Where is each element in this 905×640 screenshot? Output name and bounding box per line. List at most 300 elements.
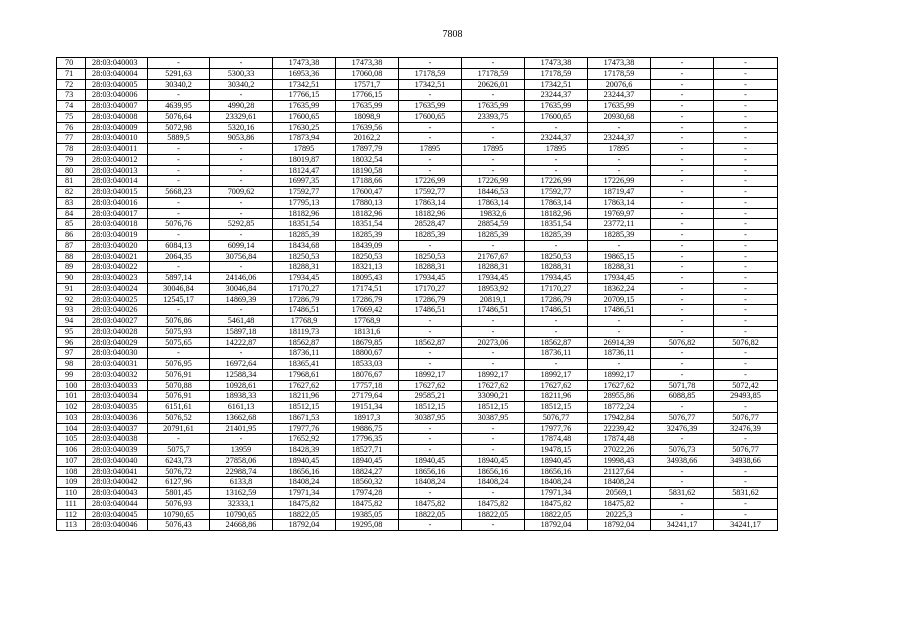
value-cell: -	[714, 230, 778, 241]
cadastral-number-cell: 28:03:040025	[86, 294, 148, 305]
value-cell: 18182,96	[273, 208, 336, 219]
value-cell: -	[399, 488, 462, 499]
value-cell: 18351,54	[273, 219, 336, 230]
value-cell: 5076,86	[148, 316, 210, 327]
value-cell: 17170,27	[273, 283, 336, 294]
cadastral-number-cell: 28:03:040026	[86, 305, 148, 316]
cadastral-number-cell: 28:03:040020	[86, 240, 148, 251]
row-number-cell: 83	[57, 197, 86, 208]
value-cell: 18439,09	[336, 240, 399, 251]
value-cell: -	[210, 90, 273, 101]
value-cell: -	[588, 316, 651, 327]
value-cell: 5300,33	[210, 68, 273, 79]
value-cell: -	[714, 316, 778, 327]
value-cell: 30340,2	[210, 79, 273, 90]
value-cell: 5071,78	[651, 380, 714, 391]
value-cell: 18512,15	[462, 402, 525, 413]
table-row	[57, 197, 778, 208]
value-cell: 18288,31	[273, 262, 336, 273]
value-cell: 17934,45	[273, 273, 336, 284]
value-cell: 6088,85	[651, 391, 714, 402]
value-cell: 17627,62	[273, 380, 336, 391]
value-cell: 5076,76	[148, 219, 210, 230]
value-cell: 17942,84	[588, 412, 651, 423]
value-cell: 19295,08	[336, 520, 399, 531]
value-cell: 17635,99	[399, 101, 462, 112]
value-cell: 17895	[588, 144, 651, 155]
table-row	[57, 133, 778, 144]
value-cell: 26914,39	[588, 337, 651, 348]
value-cell: -	[651, 230, 714, 241]
table-row	[57, 380, 778, 391]
cadastral-number-cell: 28:03:040041	[86, 466, 148, 477]
value-cell: 5070,88	[148, 380, 210, 391]
value-cell: 17635,99	[588, 101, 651, 112]
value-cell: 9053,86	[210, 133, 273, 144]
table-row	[57, 111, 778, 122]
row-number-cell: 80	[57, 165, 86, 176]
value-cell: 5076,91	[148, 391, 210, 402]
value-cell: -	[525, 122, 588, 133]
value-cell: 18512,15	[525, 402, 588, 413]
value-cell: 17473,38	[525, 58, 588, 69]
row-number-cell: 82	[57, 187, 86, 198]
value-cell: 10790,65	[148, 509, 210, 520]
value-cell: 18211,96	[525, 391, 588, 402]
value-cell: 5076,77	[714, 412, 778, 423]
value-cell: -	[210, 262, 273, 273]
value-cell: -	[148, 197, 210, 208]
value-cell: 21127,64	[588, 466, 651, 477]
value-cell: -	[462, 90, 525, 101]
value-cell: 34241,17	[714, 520, 778, 531]
value-cell: -	[714, 369, 778, 380]
value-cell: 5076,77	[525, 412, 588, 423]
value-cell: 18822,05	[525, 509, 588, 520]
value-cell: -	[399, 165, 462, 176]
table-row	[57, 219, 778, 230]
value-cell: 20225,3	[588, 509, 651, 520]
value-cell: 5897,14	[148, 273, 210, 284]
value-cell: 18940,45	[525, 455, 588, 466]
value-cell: -	[148, 165, 210, 176]
value-cell: 17768,9	[273, 316, 336, 327]
value-cell: -	[651, 79, 714, 90]
value-cell: -	[148, 208, 210, 219]
row-number-cell: 101	[57, 391, 86, 402]
value-cell: -	[714, 122, 778, 133]
value-cell: 29493,85	[714, 391, 778, 402]
table-row	[57, 509, 778, 520]
value-cell: 17592,77	[399, 187, 462, 198]
cadastral-number-cell: 28:03:040006	[86, 90, 148, 101]
value-cell: 5076,91	[148, 369, 210, 380]
table-row	[57, 90, 778, 101]
value-cell: -	[651, 509, 714, 520]
value-cell: 18362,24	[588, 283, 651, 294]
value-cell: -	[651, 176, 714, 187]
value-cell: 18475,82	[336, 498, 399, 509]
value-cell: -	[210, 197, 273, 208]
table-row	[57, 316, 778, 327]
cadastral-number-cell: 28:03:040028	[86, 326, 148, 337]
value-cell: 18792,04	[273, 520, 336, 531]
value-cell: -	[399, 154, 462, 165]
value-cell: -	[714, 154, 778, 165]
value-cell: 17286,79	[336, 294, 399, 305]
value-cell: 20626,01	[462, 79, 525, 90]
value-cell: 17971,34	[273, 488, 336, 499]
value-cell: 18285,39	[462, 230, 525, 241]
table-row	[57, 165, 778, 176]
table-row	[57, 423, 778, 434]
value-cell: 18822,05	[399, 509, 462, 520]
row-number-cell: 92	[57, 294, 86, 305]
value-cell: -	[525, 359, 588, 370]
cadastral-number-cell: 28:03:040022	[86, 262, 148, 273]
row-number-cell: 71	[57, 68, 86, 79]
value-cell: 18656,16	[273, 466, 336, 477]
value-cell: -	[399, 326, 462, 337]
row-number-cell: 77	[57, 133, 86, 144]
value-cell: 17600,65	[399, 111, 462, 122]
value-cell: 17669,42	[336, 305, 399, 316]
value-cell: 18953,92	[462, 283, 525, 294]
value-cell: 6099,14	[210, 240, 273, 251]
value-cell: -	[210, 348, 273, 359]
value-cell: 18288,31	[462, 262, 525, 273]
value-cell: -	[210, 230, 273, 241]
value-cell: 19385,05	[336, 509, 399, 520]
value-cell: 5076,72	[148, 466, 210, 477]
value-cell: -	[714, 90, 778, 101]
cadastral-number-cell: 28:03:040024	[86, 283, 148, 294]
value-cell: 17188,66	[336, 176, 399, 187]
table-row	[57, 337, 778, 348]
value-cell: 20076,6	[588, 79, 651, 90]
value-cell: 34938,66	[651, 455, 714, 466]
value-cell: 30340,2	[148, 79, 210, 90]
value-cell: 20930,68	[588, 111, 651, 122]
value-cell: 17486,51	[462, 305, 525, 316]
value-cell: -	[210, 165, 273, 176]
row-number-cell: 94	[57, 316, 86, 327]
table-row	[57, 230, 778, 241]
value-cell: 17934,45	[525, 273, 588, 284]
value-cell: -	[399, 434, 462, 445]
value-cell: 17863,14	[399, 197, 462, 208]
cadastral-number-cell: 28:03:040039	[86, 445, 148, 456]
table-row	[57, 434, 778, 445]
value-cell: 10928,61	[210, 380, 273, 391]
value-cell: 28528,47	[399, 219, 462, 230]
value-cell: 23393,75	[462, 111, 525, 122]
value-cell: -	[148, 90, 210, 101]
value-cell: -	[210, 58, 273, 69]
value-cell: -	[651, 294, 714, 305]
value-cell: 5076,93	[148, 498, 210, 509]
value-cell: 19151,34	[336, 402, 399, 413]
value-cell: 24146,06	[210, 273, 273, 284]
row-number-cell: 107	[57, 455, 86, 466]
value-cell: 27022,26	[588, 445, 651, 456]
row-number-cell: 109	[57, 477, 86, 488]
value-cell: -	[651, 498, 714, 509]
value-cell: 2064,35	[148, 251, 210, 262]
value-cell: 17635,99	[273, 101, 336, 112]
row-number-cell: 81	[57, 176, 86, 187]
value-cell: -	[651, 466, 714, 477]
cadastral-number-cell: 28:03:040009	[86, 122, 148, 133]
value-cell: 18182,96	[336, 208, 399, 219]
value-cell: 18992,17	[525, 369, 588, 380]
row-number-cell: 103	[57, 412, 86, 423]
table-row	[57, 466, 778, 477]
value-cell: -	[148, 262, 210, 273]
cadastral-number-cell: 28:03:040042	[86, 477, 148, 488]
table-row	[57, 101, 778, 112]
row-number-cell: 104	[57, 423, 86, 434]
value-cell: 30387,95	[462, 412, 525, 423]
cadastral-number-cell: 28:03:040019	[86, 230, 148, 241]
value-cell: 20162,2	[336, 133, 399, 144]
value-cell: 17635,99	[525, 101, 588, 112]
row-number-cell: 74	[57, 101, 86, 112]
table-row	[57, 144, 778, 155]
value-cell: 17630,25	[273, 122, 336, 133]
table-row	[57, 176, 778, 187]
row-number-cell: 70	[57, 58, 86, 69]
row-number-cell: 79	[57, 154, 86, 165]
value-cell: 18736,11	[525, 348, 588, 359]
cadastral-number-cell: 28:03:040044	[86, 498, 148, 509]
value-cell: -	[651, 434, 714, 445]
value-cell: 17934,45	[588, 273, 651, 284]
value-cell: 6127,96	[148, 477, 210, 488]
value-cell: 17174,51	[336, 283, 399, 294]
value-cell: -	[588, 359, 651, 370]
value-cell: 5076,52	[148, 412, 210, 423]
row-number-cell: 89	[57, 262, 86, 273]
cadastral-number-cell: 28:03:040033	[86, 380, 148, 391]
value-cell: 18533,03	[336, 359, 399, 370]
row-number-cell: 111	[57, 498, 86, 509]
value-cell: -	[714, 466, 778, 477]
value-cell: 17060,08	[336, 68, 399, 79]
value-cell: -	[462, 434, 525, 445]
value-cell: -	[210, 305, 273, 316]
value-cell: -	[651, 273, 714, 284]
value-cell: 18940,45	[336, 455, 399, 466]
value-cell: 33090,21	[462, 391, 525, 402]
value-cell: -	[148, 176, 210, 187]
value-cell: 18250,53	[399, 251, 462, 262]
value-cell: 18365,41	[273, 359, 336, 370]
cadastral-number-cell: 28:03:040027	[86, 316, 148, 327]
value-cell: 17895	[525, 144, 588, 155]
value-cell: 18351,54	[336, 219, 399, 230]
value-cell: -	[714, 208, 778, 219]
value-cell: 18562,87	[399, 337, 462, 348]
value-cell: -	[462, 445, 525, 456]
cadastral-number-cell: 28:03:040003	[86, 58, 148, 69]
value-cell: 17178,59	[525, 68, 588, 79]
table-row	[57, 445, 778, 456]
value-cell: 18446,53	[462, 187, 525, 198]
value-cell: 5801,45	[148, 488, 210, 499]
value-cell: 18512,15	[399, 402, 462, 413]
value-cell: 18182,96	[525, 208, 588, 219]
cadastral-number-cell: 28:03:040005	[86, 79, 148, 90]
value-cell: 17600,65	[273, 111, 336, 122]
row-number-cell: 73	[57, 90, 86, 101]
value-cell: 20709,15	[588, 294, 651, 305]
value-cell: -	[148, 230, 210, 241]
value-cell: 18917,3	[336, 412, 399, 423]
value-cell: 5461,48	[210, 316, 273, 327]
value-cell: 18822,05	[273, 509, 336, 520]
row-number-cell: 100	[57, 380, 86, 391]
value-cell: 13162,59	[210, 488, 273, 499]
table-row	[57, 68, 778, 79]
value-cell: -	[399, 90, 462, 101]
row-number-cell: 91	[57, 283, 86, 294]
value-cell: 5075,7	[148, 445, 210, 456]
value-cell: 17635,99	[336, 101, 399, 112]
value-cell: 17897,79	[336, 144, 399, 155]
value-cell: 4990,28	[210, 101, 273, 112]
row-number-cell: 84	[57, 208, 86, 219]
value-cell: 18408,24	[588, 477, 651, 488]
row-number-cell: 102	[57, 402, 86, 413]
value-cell: 19998,43	[588, 455, 651, 466]
table-row	[57, 208, 778, 219]
value-cell: 17592,77	[525, 187, 588, 198]
value-cell: 16972,64	[210, 359, 273, 370]
value-cell: 17795,13	[273, 197, 336, 208]
value-cell: -	[714, 133, 778, 144]
row-number-cell: 72	[57, 79, 86, 90]
value-cell: 17934,45	[399, 273, 462, 284]
value-cell: -	[714, 294, 778, 305]
value-cell: 18940,45	[399, 455, 462, 466]
row-number-cell: 106	[57, 445, 86, 456]
value-cell: 17592,77	[273, 187, 336, 198]
value-cell: -	[399, 122, 462, 133]
value-cell: 18408,24	[462, 477, 525, 488]
value-cell: 14222,87	[210, 337, 273, 348]
value-cell: 18822,05	[462, 509, 525, 520]
row-number-cell: 90	[57, 273, 86, 284]
value-cell: 17226,99	[525, 176, 588, 187]
cadastral-number-cell: 28:03:040031	[86, 359, 148, 370]
cadastral-number-cell: 28:03:040015	[86, 187, 148, 198]
value-cell: -	[651, 111, 714, 122]
value-cell: -	[399, 58, 462, 69]
value-cell: 17766,15	[273, 90, 336, 101]
value-cell: 17170,27	[525, 283, 588, 294]
value-cell: 18792,04	[588, 520, 651, 531]
value-cell: 17486,51	[588, 305, 651, 316]
row-number-cell: 98	[57, 359, 86, 370]
value-cell: 23772,11	[588, 219, 651, 230]
value-cell: 18119,73	[273, 326, 336, 337]
value-cell: -	[714, 187, 778, 198]
value-cell: 5831,62	[651, 488, 714, 499]
value-cell: 7009,62	[210, 187, 273, 198]
value-cell: 18475,82	[273, 498, 336, 509]
value-cell: 18124,47	[273, 165, 336, 176]
table-row	[57, 488, 778, 499]
value-cell: -	[525, 316, 588, 327]
table-row	[57, 359, 778, 370]
value-cell: 5831,62	[714, 488, 778, 499]
value-cell: 18321,13	[336, 262, 399, 273]
value-cell: -	[714, 219, 778, 230]
value-cell: 32476,39	[651, 423, 714, 434]
value-cell: -	[588, 154, 651, 165]
value-cell: -	[462, 488, 525, 499]
value-cell: 6151,61	[148, 402, 210, 413]
cadastral-number-cell: 28:03:040030	[86, 348, 148, 359]
value-cell: 17974,28	[336, 488, 399, 499]
value-cell: 19886,75	[336, 423, 399, 434]
value-cell: 17226,99	[462, 176, 525, 187]
value-cell: 14869,39	[210, 294, 273, 305]
value-cell: -	[525, 154, 588, 165]
value-cell: 20791,61	[148, 423, 210, 434]
cadastral-number-cell: 28:03:040013	[86, 165, 148, 176]
value-cell: 17486,51	[399, 305, 462, 316]
value-cell: -	[462, 165, 525, 176]
value-cell: 6133,8	[210, 477, 273, 488]
value-cell: -	[714, 79, 778, 90]
value-cell: -	[148, 144, 210, 155]
value-cell: 18428,39	[273, 445, 336, 456]
value-cell: -	[714, 283, 778, 294]
cadastral-number-cell: 28:03:040023	[86, 273, 148, 284]
page-number: 7808	[442, 29, 463, 40]
value-cell: -	[525, 240, 588, 251]
value-cell: -	[525, 326, 588, 337]
value-cell: 17226,99	[399, 176, 462, 187]
value-cell: -	[462, 240, 525, 251]
cadastral-number-cell: 28:03:040029	[86, 337, 148, 348]
value-cell: -	[210, 154, 273, 165]
value-cell: 17768,9	[336, 316, 399, 327]
value-cell: 30387,95	[399, 412, 462, 423]
value-cell: -	[399, 520, 462, 531]
value-cell: 17178,59	[588, 68, 651, 79]
value-cell: -	[651, 122, 714, 133]
value-cell: -	[462, 348, 525, 359]
value-cell: -	[148, 58, 210, 69]
value-cell: 30046,84	[210, 283, 273, 294]
value-cell: 5076,73	[651, 445, 714, 456]
value-cell: 17874,48	[588, 434, 651, 445]
value-cell: 18019,87	[273, 154, 336, 165]
value-cell: -	[462, 133, 525, 144]
value-cell: -	[714, 101, 778, 112]
value-cell: -	[462, 58, 525, 69]
table-row	[57, 402, 778, 413]
value-cell: 18211,96	[273, 391, 336, 402]
value-cell: 17863,14	[525, 197, 588, 208]
value-cell: 17635,99	[462, 101, 525, 112]
row-number-cell: 105	[57, 434, 86, 445]
table-row	[57, 348, 778, 359]
value-cell: -	[462, 326, 525, 337]
